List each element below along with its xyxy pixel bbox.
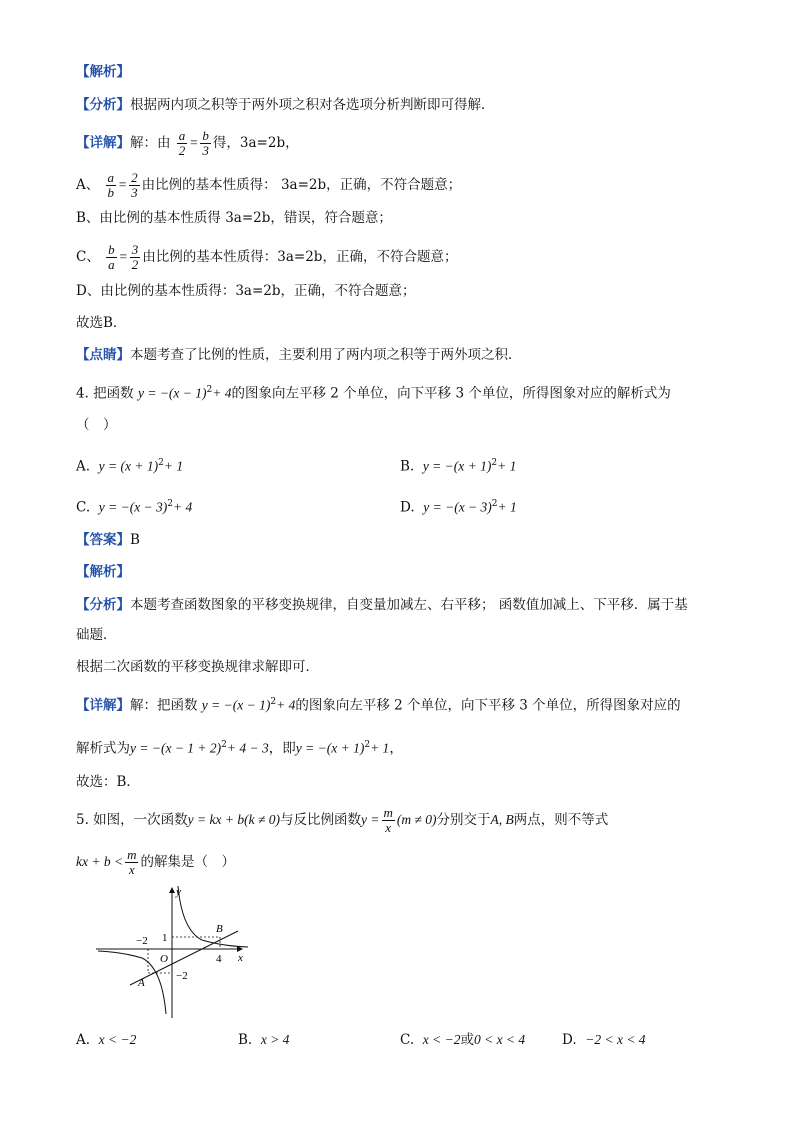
function-graph <box>92 882 252 1022</box>
q3-choose: 故选B． <box>76 315 127 331</box>
fraction-m-over-x: $\frac{m}{x}$ <box>127 847 137 877</box>
q4-option-b: B. $y = -(x + 1)^2+ 1$ <box>400 458 517 475</box>
point-a-label: A <box>138 977 145 989</box>
q3-option-c-analysis: C、 $\frac{b}{a}$ = $\frac{3}{2}$ 由比例的基本性质得：3a=2b，正确，不符合题意； <box>76 242 458 272</box>
q3-option-d-analysis: D、由比例的基本性质得：3a=2b，正确，不符合题意； <box>76 283 416 299</box>
function-graph-figure <box>92 882 252 1026</box>
point-b-label: B <box>216 923 223 935</box>
fraction-b-over-3: $\frac{b}{3}$ <box>202 128 209 158</box>
q5-option-d: D. −2 < x < 4 <box>562 1032 646 1048</box>
fraction-m-over-x: $\frac{m}{x}$ <box>383 805 393 835</box>
q4-fenxi-line1: 【分析】本题考查函数图象的平移变换规律，自变量加减左、右平移； 函数值加减上、下平移．属于基 <box>76 597 688 613</box>
q5-stem: 5. 如图，一次函数y = kx + b(k ≠ 0)与反比例函数y = $\frac{m}{x}$ (m ≠ 0)分别交于A, B两点，则不等式 <box>76 805 609 835</box>
xiangjie-tag: 【详解】 <box>76 135 130 151</box>
q5-inequality: kx + b < $\frac{m}{x}$ 的解集是（ ） <box>76 847 235 877</box>
q4-fenxi-line3: 根据二次函数的平移变换规律求解即可． <box>76 659 319 675</box>
q4-answer: 【答案】B <box>76 532 140 548</box>
fenxi-tag: 【分析】 <box>76 597 130 613</box>
fraction-a-over-b: $\frac{a}{b}$ <box>107 170 115 200</box>
q5-option-c: C. x < −2或0 < x < 4 <box>400 1032 526 1048</box>
q4-fenxi-line2: 础题． <box>76 627 117 643</box>
q4-option-a: A. $y = (x + 1)^2+ 1$ <box>76 458 184 475</box>
xiangjie-tag: 【详解】 <box>76 697 130 714</box>
q4-paren: （ ） <box>76 417 117 433</box>
jiexi-heading-q3: 【解析】 <box>76 64 130 80</box>
x-axis-label: x <box>238 952 243 964</box>
fraction-3-over-2: $\frac{3}{2}$ <box>131 242 139 272</box>
y-axis-label: y <box>176 886 181 898</box>
fenxi-tag: 【分析】 <box>76 97 130 113</box>
dianjing-tag: 【点睛】 <box>76 347 130 363</box>
origin-label: O <box>160 953 168 965</box>
fraction-b-over-a: $\frac{b}{a}$ <box>108 242 115 272</box>
q4-choose: 故选：B． <box>76 774 140 790</box>
q3-fenxi: 【分析】根据两内项之积等于两外项之积对各选项分析判断即可得解． <box>76 97 495 113</box>
q3-xiangjie: 【详解】解：由 $\frac{a}{2}$ = $\frac{b}{3}$ 得，3a=2b， <box>76 128 299 158</box>
tick-label-1: 1 <box>162 932 168 944</box>
q4-option-c: C. $y = -(x - 3)^2+ 4$ <box>76 499 193 516</box>
q4-xiangjie-line1: 【详解】解：把函数 $y = -(x - 1)^2+ 4$的图象向左平移 2 个单位，向下平移 3 个单位，所得图象对应的 <box>76 697 681 714</box>
fraction-a-over-2: $\frac{a}{2}$ <box>178 128 186 158</box>
tick-label-neg2-y: −2 <box>176 970 188 982</box>
q4-stem: 4. 把函数 $y = -(x - 1)^2+ 4$的图象向左平移 2 个单位，向下平移 3 个单位，所得图象对应的解析式为 <box>76 385 671 402</box>
answer-tag: 【答案】 <box>76 532 130 548</box>
q5-option-b: B. x > 4 <box>238 1032 290 1048</box>
tick-label-neg2-x: −2 <box>136 935 148 947</box>
hyperbola-branch-q3 <box>98 951 166 1014</box>
q3-dianjing: 【点睛】本题考查了比例的性质，主要利用了两内项之积等于两外项之积． <box>76 347 522 363</box>
q3-option-a-analysis: A、 $\frac{a}{b}$ = $\frac{2}{3}$ 由比例的基本性质得： 3a=2b，正确，不符合题意； <box>76 170 462 200</box>
hyperbola-branch-q1 <box>178 886 248 947</box>
jiexi-heading-q4: 【解析】 <box>76 564 130 580</box>
tick-label-4: 4 <box>216 953 222 965</box>
q4-option-d: D. $y = -(x - 3)^2+ 1$ <box>400 499 517 516</box>
fraction-2-over-3: $\frac{2}{3}$ <box>131 170 138 200</box>
q4-xiangjie-line2: 解析式为$y = -(x - 1 + 2)^2+ 4 - 3$，即$y = -(x + 1)^2+ 1$， <box>76 740 403 757</box>
q5-option-a: A. x < −2 <box>76 1032 137 1048</box>
q3-option-b-analysis: B、由比例的基本性质得 3a=2b，错误，符合题意； <box>76 210 392 226</box>
